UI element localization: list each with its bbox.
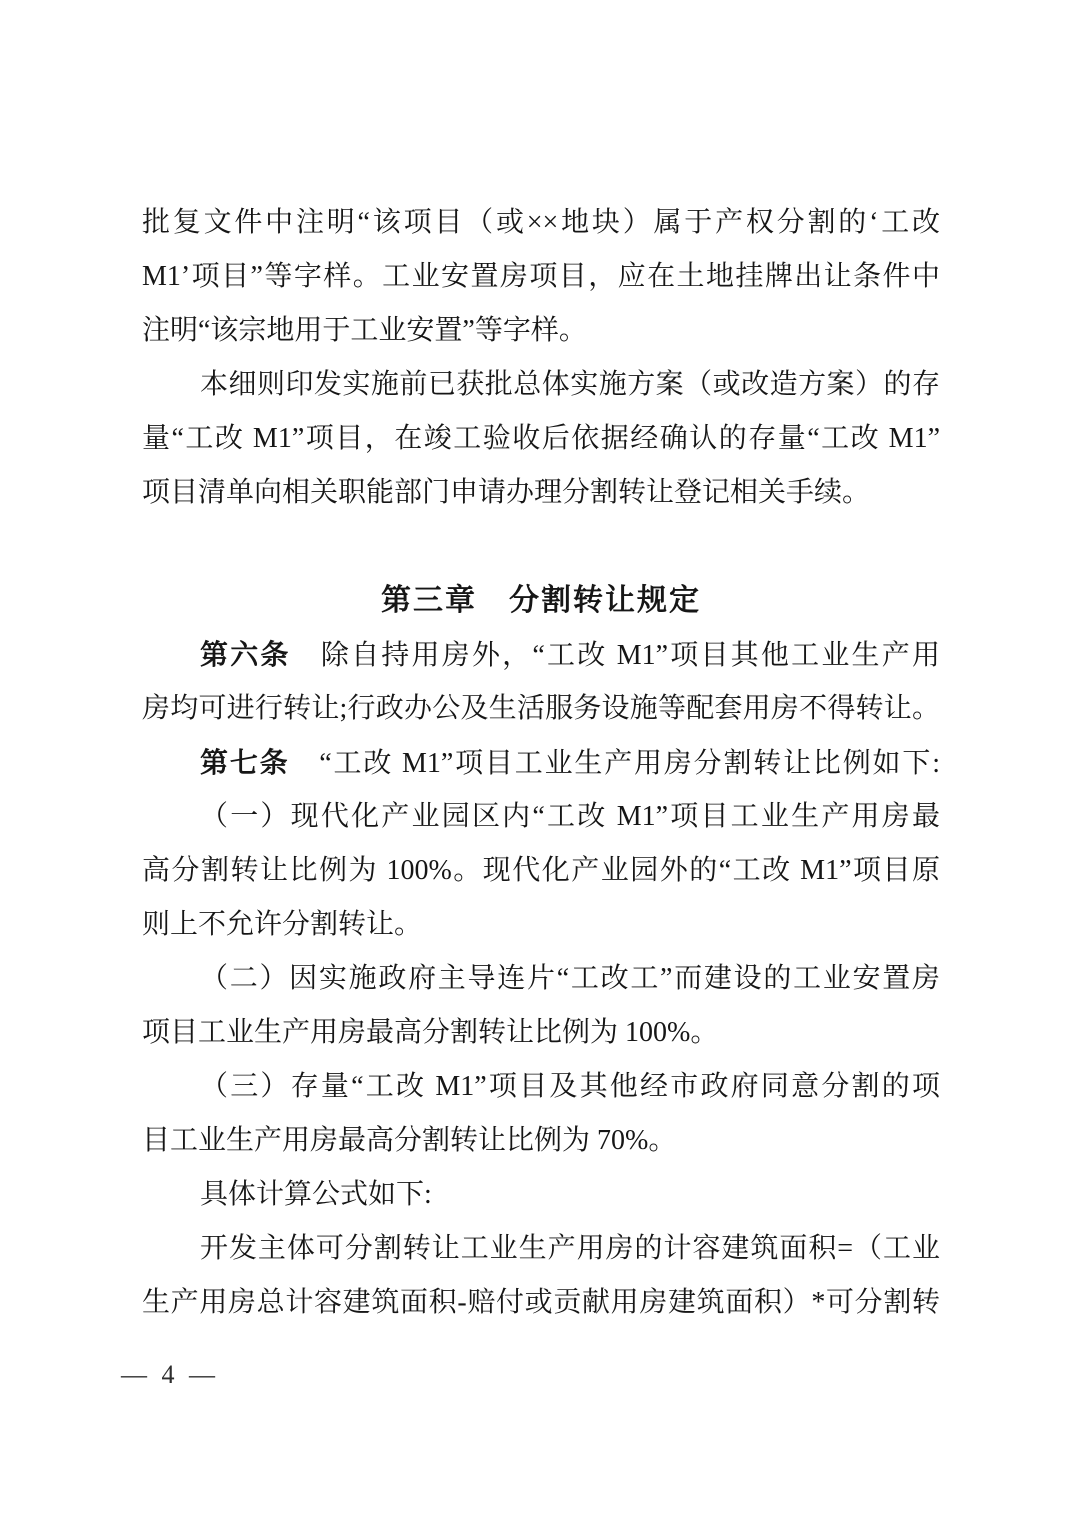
article6-text: 除自持用房外，“工改 M1”项目其他工业生产用	[290, 640, 940, 671]
article7-item1-line-3: 则上不允许分割转让。	[142, 909, 423, 940]
article6-line-1	[142, 628, 940, 682]
formula-line-2: 生产用房总计容建筑面积-赔付或贡献用房建筑面积）*可分割转	[142, 1287, 940, 1318]
article7-label: 第七条	[200, 747, 290, 778]
article6-label: 第六条	[200, 639, 291, 670]
page-footer	[121, 1358, 219, 1392]
para2-line-3: 项目清单向相关职能部门申请办理分割转让登记相关手续。	[142, 477, 871, 508]
document-content	[142, 196, 940, 1330]
para2-line-2: 量“工改 M1”项目，在竣工验收后依据经确认的存量“工改 M1”	[142, 423, 940, 454]
formula-line-1: 开发主体可分割转让工业生产用房的计容建筑面积=（工业	[200, 1233, 940, 1264]
article7-item3-line-2: 目工业生产用房最高分割转让比例为 70%。	[142, 1125, 677, 1156]
intro-line-2: M1’项目”等字样。工业安置房项目，应在土地挂牌出让条件中	[142, 261, 940, 292]
intro-line-3: 注明“该宗地用于工业安置”等字样。	[142, 315, 587, 346]
article7-item1-line-2: 高分割转让比例为 100%。现代化产业园外的“工改 M1”项目原	[142, 855, 940, 886]
formula-intro-line: 具体计算公式如下:	[200, 1179, 432, 1210]
article7-item2-line-2: 项目工业生产用房最高分割转让比例为 100%。	[142, 1017, 719, 1048]
page-number: — 4 —	[121, 1360, 219, 1389]
article7-item3-line-1: （三）存量“工改 M1”项目及其他经市政府同意分割的项	[200, 1071, 940, 1102]
article7-item1-line-1: （一）现代化产业园区内“工改 M1”项目工业生产用房最	[200, 801, 940, 832]
chapter-heading: 第三章 分割转让规定	[381, 584, 701, 617]
intro-line-1: 批复文件中注明“该项目（或××地块）属于产权分割的‘工改	[142, 207, 940, 238]
article6-line-2: 房均可进行转让;行政办公及生活服务设施等配套用房不得转让。	[142, 693, 940, 724]
paragraph-spacer	[142, 520, 940, 574]
article7-line-1	[142, 736, 940, 790]
para2-line-1: 本细则印发实施前已获批总体实施方案（或改造方案）的存	[200, 369, 940, 400]
article7-text: “工改 M1”项目工业生产用房分割转让比例如下:	[289, 748, 940, 779]
article7-item2-line-1: （二）因实施政府主导连片“工改工”而建设的工业安置房	[200, 963, 940, 994]
